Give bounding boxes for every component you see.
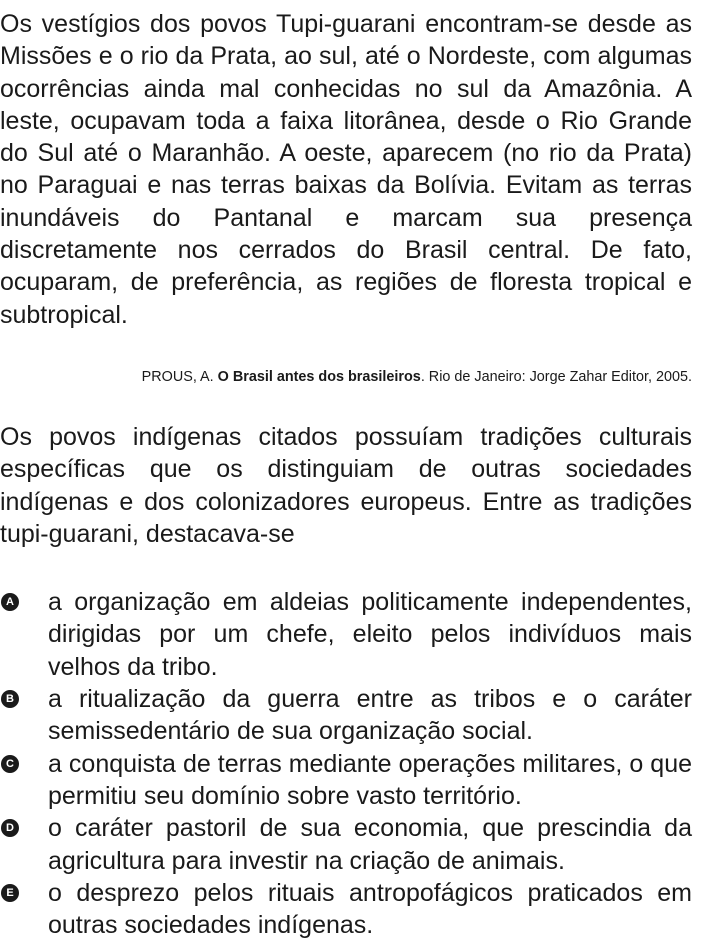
citation-title: O Brasil antes dos brasileiros (217, 368, 421, 385)
option-d-text: o caráter pastoril de sua economia, que prescindia da agricultura para investir na criação de animais. (48, 814, 692, 875)
question-stem: Os povos indígenas citados possuíam tradições culturais específicas que os distinguiam de outras sociedades indígenas e dos colonizadores europeus. Entre as tradições tupi-guarani, destacava-se (0, 422, 692, 548)
passage-text: Os vestígios dos povos Tupi-guarani encontram-se desde as Missões e o rio da Prata, ao sul, até o Nordeste, com algumas ocorrências ainda mal conhecidas no sul da Amazônia. A leste, ocupavam toda a faixa litorânea, desde o Rio Grande do Sul até o Maranhão. A oeste, aparecem (no rio da Prata) no Paraguai e nas terras baixas da Bolívia. Evitam as terras inundáveis do Pantanal e marcam sua presença discretamente nos cerrados do Brasil central. De fato, ocuparam, de preferência, as regiões de floresta tropical e subtropical. (0, 10, 692, 329)
citation-publisher: . Rio de Janeiro: Jorge Zahar Editor, 2005. (420, 368, 692, 385)
option-c-text: a conquista de terras mediante operações militares, o que permitiu seu domínio sobre vasto território. (48, 749, 692, 810)
option-c-badge-icon: C (1, 755, 19, 773)
option-d[interactable] (0, 812, 692, 877)
option-a-text: a organização em aldeias politicamente independentes, dirigidas por um chefe, eleito pelos indivíduos mais velhos da tribo. (48, 588, 692, 681)
answer-options (0, 550, 692, 941)
option-d-badge-icon: D (1, 819, 19, 837)
citation (0, 331, 692, 387)
citation-author: PROUS, A. (141, 368, 218, 385)
option-c[interactable] (0, 748, 692, 813)
option-a-badge-icon: A (1, 593, 19, 611)
option-b-text: a ritualização da guerra entre as tribos e o caráter semissedentário de sua organização social. (48, 685, 692, 746)
option-a[interactable] (0, 586, 692, 683)
option-b-badge-icon: B (1, 690, 19, 708)
option-e[interactable] (0, 877, 692, 942)
option-b[interactable] (0, 683, 692, 748)
option-e-text: o desprezo pelos rituais antropofágicos praticados em outras sociedades indígenas. (48, 878, 692, 940)
option-e-badge-icon: E (1, 884, 19, 902)
